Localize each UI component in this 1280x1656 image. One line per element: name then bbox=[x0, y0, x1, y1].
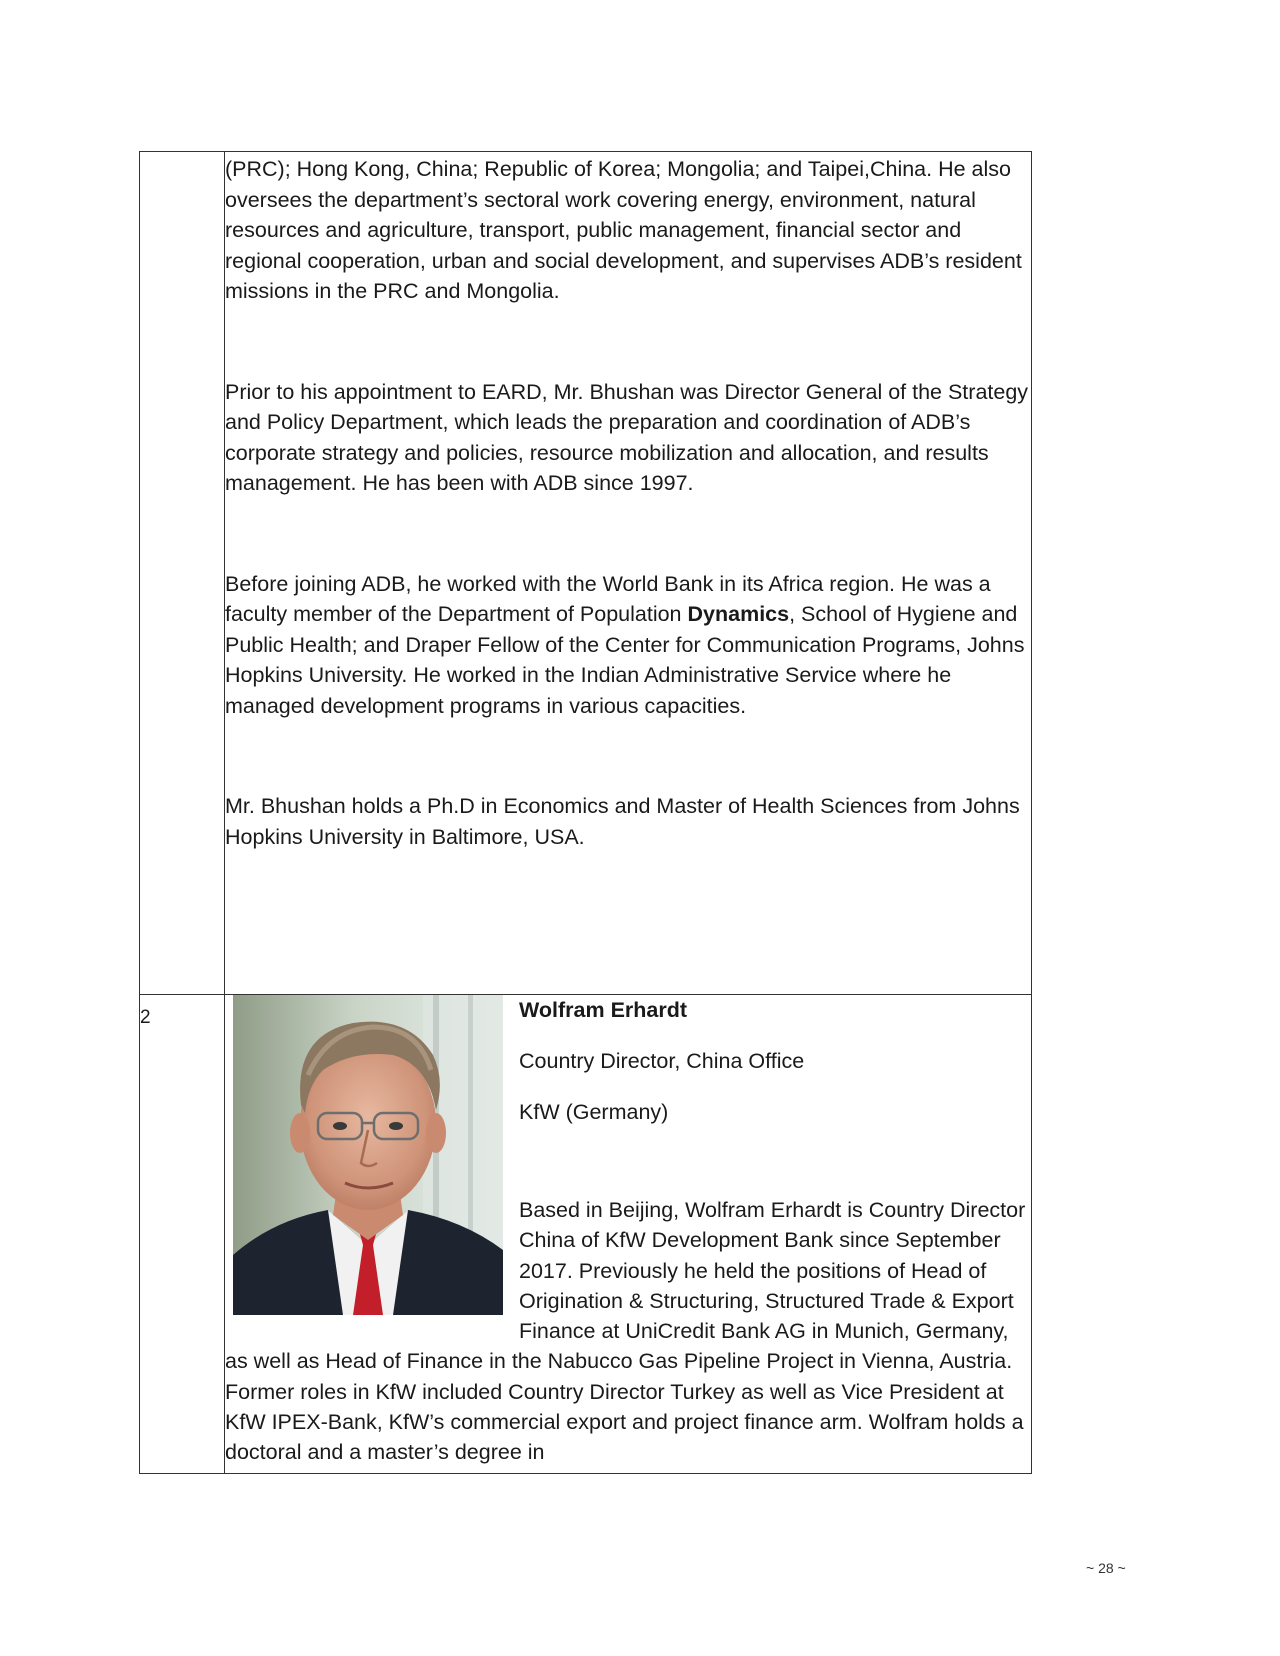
bio-content-cell bbox=[225, 152, 1032, 995]
speaker-organization: KfW (Germany) bbox=[519, 1100, 669, 1124]
bio-paragraph bbox=[225, 569, 1031, 722]
row-number-cell bbox=[140, 995, 225, 1474]
bio-text: , School of Hygiene and Public Health; and Draper Fellow of the Center for Communication Programs, Johns Hopkins University. He worked in the Indian Administrative Service where he managed development programs in various capacities. bbox=[225, 602, 1025, 718]
table-row bbox=[140, 995, 1032, 1474]
row-number bbox=[140, 152, 224, 164]
speaker-bio-table bbox=[139, 151, 1032, 1474]
bold-term: Dynamics bbox=[687, 602, 790, 626]
bio-text: Before joining ADB, he worked with the World Bank in its Africa region. He was a faculty member of the Department of Population bbox=[225, 571, 991, 626]
bio-content-cell bbox=[225, 995, 1032, 1474]
bio-paragraph: Mr. Bhushan holds a Ph.D in Economics and Master of Health Sciences from Johns Hopkins University in Baltimore, USA. bbox=[225, 794, 1020, 849]
bio-paragraph: Based in Beijing, Wolfram Erhardt is Country Director China of KfW Development Bank since September 2017. Previously he held the positions of Head of Origination & Structuring, Structured Trade & Export Finance at UniCredit Bank AG in Munich, Germany, as well as Head of Finance in the Nabucco Gas Pipeline Project in Vienna, Austria. Former roles in KfW included Country Director Turkey as well as Vice President at KfW IPEX-Bank, KfW’s commercial export and project finance arm. Wolfram holds a doctoral and a master’s degree in bbox=[225, 1198, 1026, 1465]
row-number: 2 bbox=[140, 1007, 151, 1028]
table-row bbox=[140, 152, 1032, 995]
page-number: ~ 28 ~ bbox=[1086, 1560, 1126, 1576]
bio-paragraph: Prior to his appointment to EARD, Mr. Bhushan was Director General of the Strategy and Policy Department, which leads the preparation and coordination of ADB’s corporate strategy and policies, resource mobilization and allocation, and results management. He has been with ADB since 1997. bbox=[225, 379, 1029, 495]
speaker-name: Wolfram Erhardt bbox=[519, 998, 688, 1022]
bio-paragraph: (PRC); Hong Kong, China; Republic of Korea; Mongolia; and Taipei,China. He also oversees the department’s sectoral work covering energy, environment, natural resources and agriculture, transport, public management, financial sector and regional cooperation, urban and social development, and supervises ADB’s resident missions in the PRC and Mongolia. bbox=[225, 157, 1022, 303]
speaker-photo bbox=[233, 995, 503, 1315]
row-number-cell bbox=[140, 152, 225, 995]
speaker-title: Country Director, China Office bbox=[519, 1049, 805, 1073]
